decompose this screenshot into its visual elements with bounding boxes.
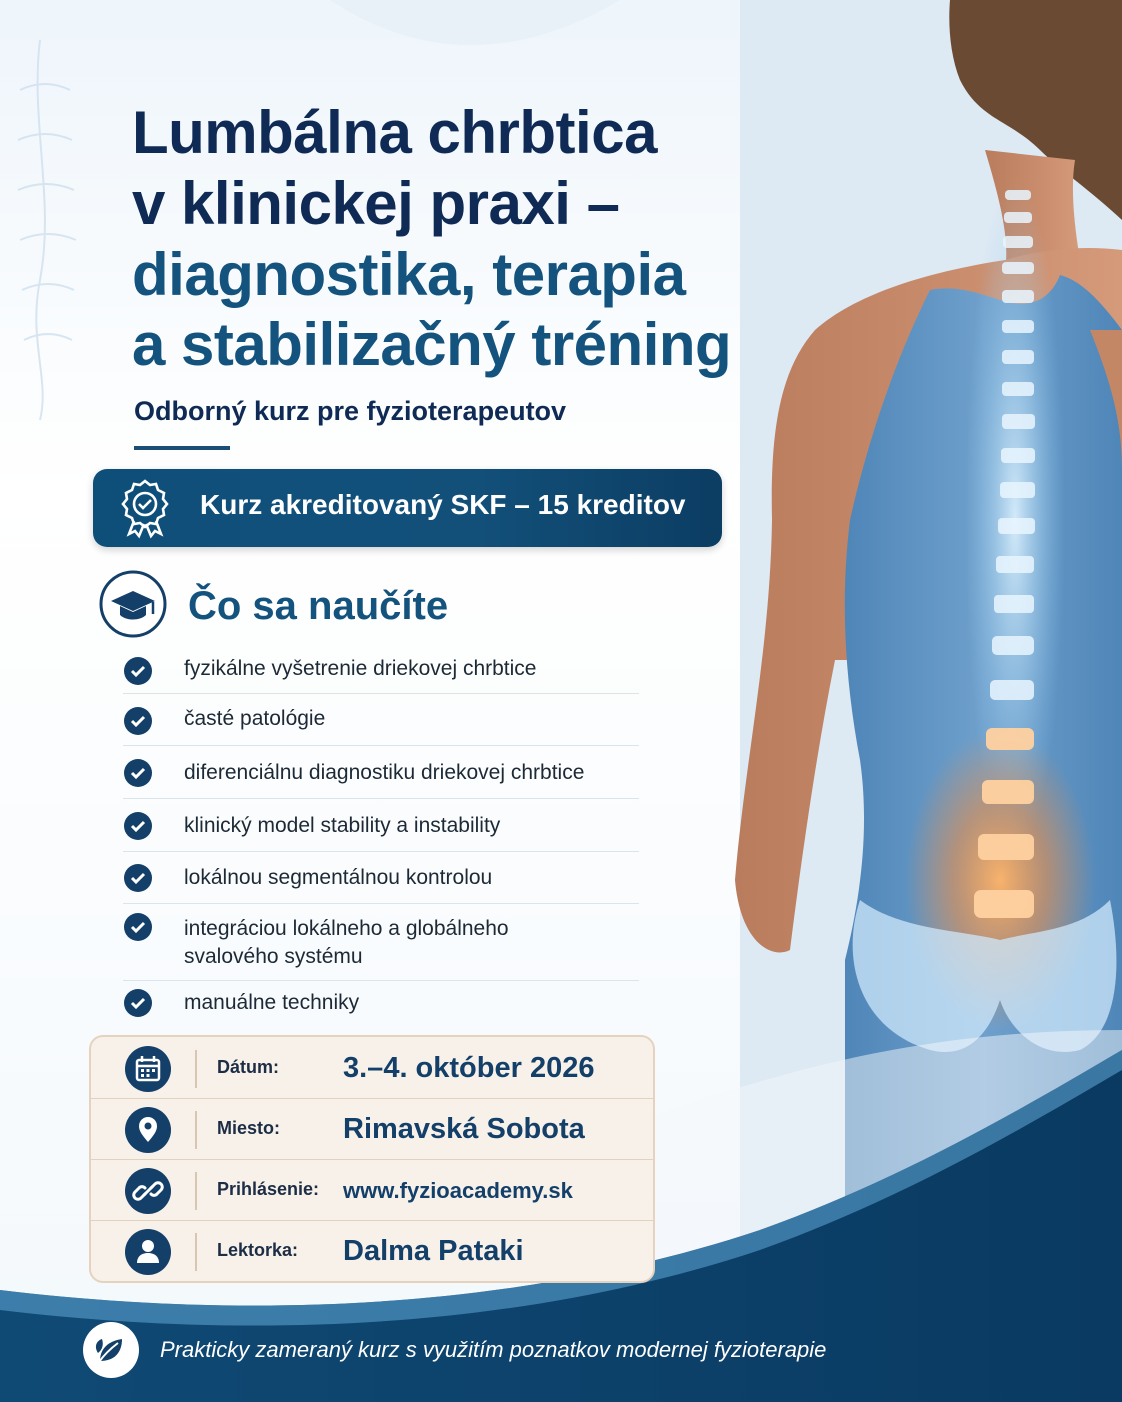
list-item [123, 988, 639, 1022]
title-line-4: a stabilizačný tréning [132, 311, 732, 378]
outcome-text: lokálnou segmentálnou kontrolou [184, 866, 493, 889]
list-item [123, 752, 639, 799]
accreditation-banner [93, 469, 722, 547]
leaf-icon [82, 1321, 140, 1379]
check-circle-icon [123, 706, 153, 736]
title-line-1: Lumbálna chrbtica [132, 99, 657, 166]
registration-link[interactable]: www.fyzioacademy.sk [343, 1178, 573, 1203]
event-details-card [89, 1035, 655, 1283]
lecturer-value: Dalma Pataki [343, 1235, 524, 1267]
date-row [91, 1037, 653, 1099]
subtitle-divider [134, 446, 230, 450]
check-circle-icon [123, 912, 153, 942]
date-label: Dátum: [217, 1057, 279, 1077]
location-pin-icon [124, 1106, 172, 1154]
check-circle-icon [123, 656, 153, 686]
subtitle: Odborný kurz pre fyzioterapeutov [134, 396, 567, 426]
date-value: 3.–4. október 2026 [343, 1052, 595, 1084]
list-item [123, 910, 639, 981]
list-item [123, 805, 639, 852]
person-icon [124, 1228, 172, 1276]
list-item [123, 648, 639, 694]
lecturer-label: Lektorka: [217, 1240, 299, 1260]
registration-label: Prihlásenie: [217, 1179, 320, 1199]
title-line-2: v klinickej praxi – [132, 170, 620, 237]
place-row [91, 1098, 653, 1160]
list-item [123, 700, 639, 746]
check-circle-icon [123, 758, 153, 788]
check-circle-icon [123, 988, 153, 1018]
outcome-text: klinický model stability a instability [184, 814, 501, 837]
check-circle-icon [123, 811, 153, 841]
outcome-text: diferenciálnu diagnostiku driekovej chrbtice [184, 761, 585, 784]
outcome-text-continued: svalového systému [184, 945, 363, 968]
learn-heading: Čo sa naučíte [188, 584, 449, 628]
lecturer-row [91, 1220, 653, 1281]
graduation-cap-icon [98, 569, 168, 639]
calendar-icon [124, 1045, 172, 1093]
check-circle-icon [123, 863, 153, 893]
outcome-text: fyzikálne vyšetrenie driekovej chrbtice [184, 657, 537, 680]
link-icon [124, 1167, 172, 1215]
footer-tagline: Prakticky zameraný kurz s využitím poznatkov modernej fyzioterapie [160, 1337, 827, 1362]
registration-row [91, 1159, 653, 1221]
outcome-text: integráciou lokálneho a globálneho [184, 917, 509, 940]
title-line-3: diagnostika, terapia [132, 241, 686, 308]
place-label: Miesto: [217, 1118, 280, 1138]
outcome-text: manuálne techniky [184, 991, 360, 1014]
place-value: Rimavská Sobota [343, 1113, 585, 1145]
award-badge-icon [115, 477, 175, 539]
outcome-text: časté patológie [184, 707, 326, 730]
list-item [123, 858, 639, 904]
accreditation-text: Kurz akreditovaný SKF – 15 kreditov [200, 489, 686, 520]
